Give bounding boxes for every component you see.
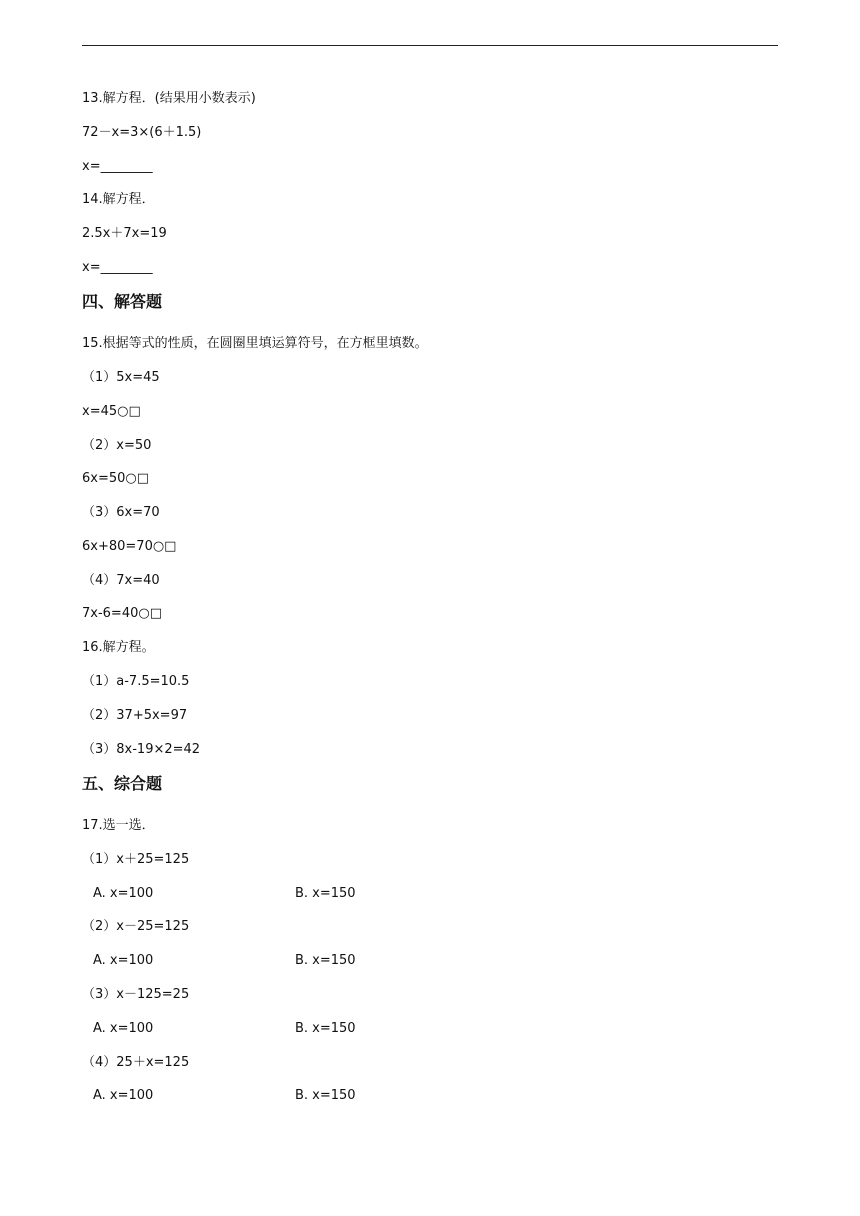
q14-title: 14.解方程． [82, 192, 155, 207]
q14-equation: 2.5x＋7x=19 [82, 226, 167, 241]
q15-item-1-fill: x=45○□ [82, 404, 141, 419]
q16-item-1: （1）a-7.5=10.5 [82, 674, 190, 689]
q17-item-4-option-b: B. x=150 [295, 1088, 356, 1103]
q13-equation: 72－x=3×(6＋1.5) [82, 125, 202, 140]
q15-item-4-given: （4）7x=40 [82, 573, 160, 588]
q17-item-2-stem: （2）x－25=125 [82, 919, 190, 934]
q15-item-2-fill: 6x=50○□ [82, 471, 150, 486]
q17-item-3-option-b: B. x=150 [295, 1021, 356, 1036]
q17-title: 17.选一选． [82, 818, 155, 833]
q16-title: 16.解方程。 [82, 640, 155, 655]
q16-item-3: （3）8x-19×2=42 [82, 742, 201, 757]
q13-answer-blank: x=________ [82, 159, 153, 174]
q17-item-4-option-a: A. x=100 [93, 1088, 154, 1103]
q15-item-3-given: （3）6x=70 [82, 505, 160, 520]
q17-item-1-option-a: A. x=100 [93, 886, 154, 901]
q17-item-4-stem: （4）25＋x=125 [82, 1055, 190, 1070]
q16-item-2: （2）37+5x=97 [82, 708, 188, 723]
q15-item-3-fill: 6x+80=70○□ [82, 539, 177, 554]
q17-item-2-option-a: A. x=100 [93, 953, 154, 968]
q17-item-1-stem: （1）x＋25=125 [82, 852, 190, 867]
q17-item-3-stem: （3）x－125=25 [82, 987, 190, 1002]
header-rule [82, 45, 778, 46]
q15-item-4-fill: 7x-6=40○□ [82, 606, 162, 621]
q15-title: 15.根据等式的性质，在圆圈里填运算符号，在方框里填数。 [82, 336, 428, 351]
q15-item-1-given: （1）5x=45 [82, 370, 160, 385]
q17-item-1-option-b: B. x=150 [295, 886, 356, 901]
q17-item-2-option-b: B. x=150 [295, 953, 356, 968]
section-heading-4: 四、解答题 [82, 292, 163, 311]
q17-item-3-option-a: A. x=100 [93, 1021, 154, 1036]
q15-item-2-given: （2）x=50 [82, 438, 152, 453]
q14-answer-blank: x=________ [82, 260, 153, 275]
q13-title: 13.解方程．(结果用小数表示) [82, 91, 256, 106]
section-heading-5: 五、综合题 [82, 774, 163, 793]
